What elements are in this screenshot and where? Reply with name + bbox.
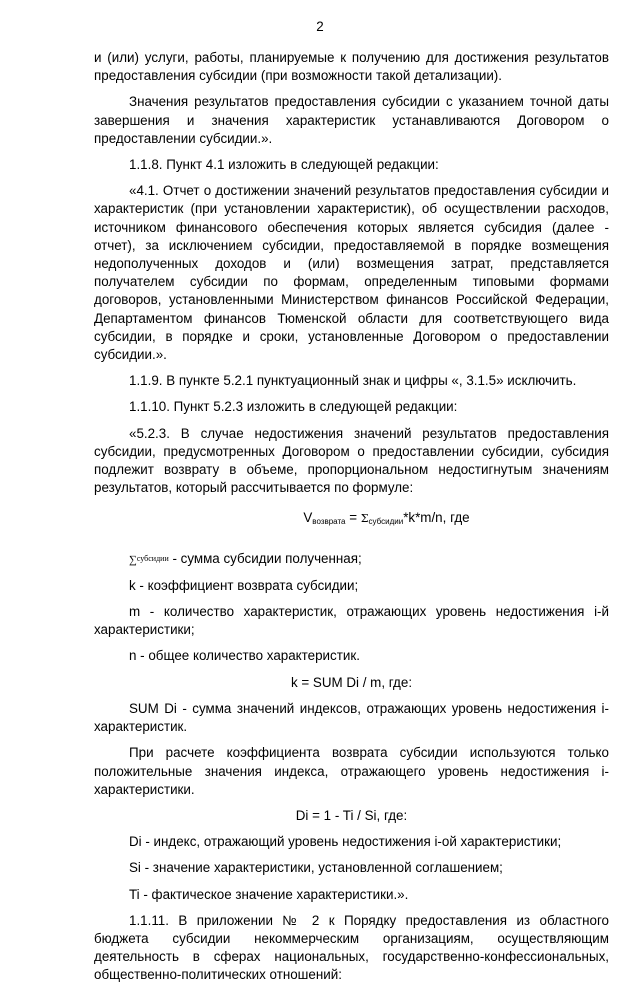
definition-k: k - коэффициент возврата субсидии; xyxy=(129,577,359,593)
definition-ti: Ti - фактическое значение характеристики.». xyxy=(129,886,409,902)
paragraph-4-1: «4.1. Отчет о достижении значений результатов предоставления субсидии и характеристик (при установлении характеристик), об осуществлении расходов, источником финансового обеспечения которых является субсидия (далее - отчет), за исключением субсидии, предоставляемой в порядке возмещения недополученных доходов и (или) возмещения затрат, представляется получателем субсидии по формам, определенным типовыми формами договоров, установленными Министерством финансов Российской Федерации, Департаментом финансов Тюменской области для соответствующего вида субсидии, в порядке и сроки, установленные Договором о предоставлении субсидии.». xyxy=(94,183,609,363)
paragraph-result-values: Значения результатов предоставления субсидии с указанием точной даты завершения и значения характеристик устанавливаются Договором о предоставлении субсидии.». xyxy=(94,94,609,146)
paragraph-1-1-11: 1.1.11. В приложении № 2 к Порядку предоставления из областного бюджета субсидии некоммерческим организациям, осуществляющим деятельность в сферах национальных, государственно-конфессиональных, общественно-политических отношений: xyxy=(94,912,609,983)
formula-sigma-symbol: Σ xyxy=(360,512,369,526)
paragraph-1-1-9: 1.1.9. В пункте 5.2.1 пунктуационный знак и цифры «, 3.1.5» исключить. xyxy=(129,373,577,389)
paragraph-positive-values: При расчете коэффициента возврата субсидии используются только положительные значения индекса, отражающего уровень недостижения i-характеристики. xyxy=(94,745,609,797)
definition-di: Di - индекс, отражающий уровень недостижения i-ой характеристики; xyxy=(129,834,562,850)
formula-refund-volume xyxy=(94,509,609,531)
formula-v-subscript: возврата xyxy=(312,517,346,527)
paragraph-5-2-3: «5.2.3. В случае недостижения значений результатов предоставления субсидии, предусмотренных Договором о предоставлении субсидии, субсидия подлежит возврату в объеме, пропорциональном недостигнутым значениям результатов, который рассчитывается по формуле: xyxy=(94,425,609,496)
formula-equals: = xyxy=(345,510,361,526)
definition-si: Si - значение характеристики, установленной соглашением; xyxy=(129,860,503,876)
paragraph-continuation: и (или) услуги, работы, планируемые к получению для достижения результатов предоставления субсидии (при возможности такой детализации). xyxy=(94,50,609,84)
definition-sigma-subscript: субсидии xyxy=(136,553,169,563)
paragraph-1-1-8: 1.1.8. Пункт 4.1 изложить в следующей редакции: xyxy=(129,157,439,173)
formula-k: k = SUM Di / m, где: xyxy=(290,674,413,690)
definition-sigma-text: - сумма субсидии полученная; xyxy=(168,550,362,566)
document-body xyxy=(94,49,609,993)
definition-sigma xyxy=(94,550,609,569)
formula-sigma-subscript: субсидии xyxy=(368,517,404,527)
formula-di: Di = 1 - Ti / Si, где: xyxy=(295,807,408,823)
definition-m: m - количество характеристик, отражающих уровень недостижения i-й характеристики; xyxy=(94,604,609,638)
definition-sigma-symbol: ∑ xyxy=(129,553,137,566)
formula-rest: *k*m/n, где xyxy=(403,510,470,526)
paragraph-1-1-10: 1.1.10. Пункт 5.2.3 изложить в следующей редакции: xyxy=(129,399,458,415)
formula-v: V xyxy=(303,510,313,526)
page-number: 2 xyxy=(316,19,324,34)
definition-n: n - общее количество характеристик. xyxy=(129,648,360,664)
definition-sum-di: SUM Di - сумма значений индексов, отражающих уровень недостижения i-характеристик. xyxy=(94,700,609,735)
